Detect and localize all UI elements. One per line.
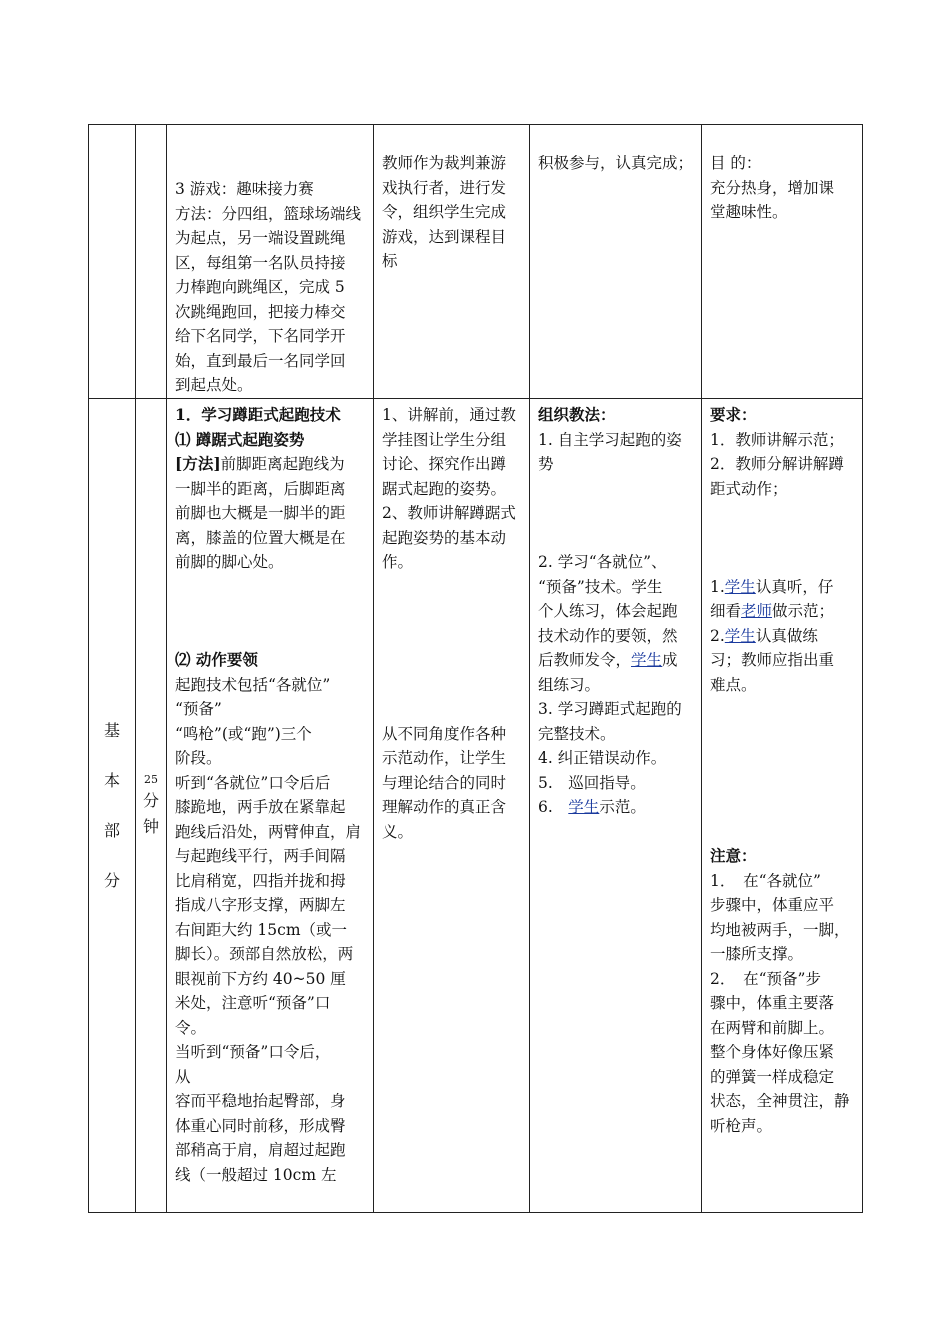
lesson-plan-table <box>88 124 863 1213</box>
text-line: 目 的： <box>710 154 762 172</box>
text-line: 学挂图让学生分组 <box>382 430 507 449</box>
text-line: 令，组织学生完成 <box>382 203 507 221</box>
time-cell <box>136 399 167 1213</box>
text-line: 前脚距离起跑线为 <box>220 455 345 473</box>
text-line: 组练习。 <box>538 675 601 694</box>
text-line: 理解动作的真正含 <box>382 798 507 816</box>
text-line: 米处，注意听“预备”口 <box>175 994 331 1012</box>
requirement-title: 要求： <box>710 405 757 424</box>
text-fragment: 认真听，仔 <box>755 577 834 596</box>
text-line: 离，膝盖的位置大概是在 <box>175 528 346 547</box>
text-fragment: 6. <box>538 798 569 816</box>
text-line: 3 游戏：趣味接力赛 <box>175 180 314 198</box>
purpose-cell <box>702 125 863 399</box>
text-fragment: 细看 <box>710 602 742 620</box>
student-activity-cell <box>530 125 702 399</box>
subheading: ⑵ 动作要领 <box>175 650 258 669</box>
text-line: 区，每组第一名队员持接 <box>175 253 346 272</box>
time-cell-empty <box>136 125 167 399</box>
table-row-game <box>89 125 863 399</box>
text-line: 4. 纠正错误动作。 <box>538 749 667 767</box>
text-line: 脚长）。颈部自然放松，两 <box>175 945 354 963</box>
section-char: 分 <box>103 870 120 890</box>
text-line: 习；教师应指出重 <box>710 651 835 669</box>
section-char: 部 <box>103 820 120 840</box>
text-line: 为起点，另一端设置跳绳 <box>175 229 346 247</box>
text-line: 难点。 <box>710 675 757 694</box>
organization-title: 组织教法： <box>538 405 616 424</box>
text-line: 示范动作，让学生 <box>382 749 507 767</box>
text-line: 比肩稍宽，四指并拢和拇 <box>175 871 346 890</box>
text-line: 与起跑线平行，两手间隔 <box>175 847 346 865</box>
content-cell <box>167 125 374 399</box>
text-fragment: 2. <box>710 626 725 645</box>
text-line: 义。 <box>382 822 414 841</box>
text-fragment: 成 <box>662 651 678 669</box>
text-fragment: 做示范； <box>772 602 835 620</box>
time-unit-char: 分 <box>142 790 159 810</box>
time-unit-char: 钟 <box>142 816 159 836</box>
student-link[interactable]: 学生 <box>631 651 663 669</box>
student-activity-cell <box>530 399 702 1213</box>
text-line: 步骤中，体重应平 <box>710 896 835 914</box>
text-line: 前脚也大概是一脚半的距 <box>175 504 346 522</box>
note-title: 注意： <box>710 846 757 865</box>
text-line: 从不同角度作各种 <box>382 724 507 743</box>
text-line: 听枪声。 <box>710 1116 773 1135</box>
text-line: 2．教师分解讲解蹲 <box>710 455 844 473</box>
text-line: 前脚的脚心处。 <box>175 553 284 571</box>
text-line: 标 <box>382 252 398 270</box>
text-line: 容而平稳地抬起臀部，身 <box>175 1092 346 1110</box>
text-line: 一膝所支撑。 <box>710 945 804 963</box>
text-line: 游戏，达到课程目 <box>382 227 507 246</box>
text-line: 当听到“预备”口令后， <box>175 1043 331 1061</box>
text-line: 在两臂和前脚上。 <box>710 1018 835 1037</box>
text-line: 阶段。 <box>175 749 222 767</box>
text-line: 3. 学习蹲距式起跑的 <box>538 700 682 718</box>
text-line: 技术动作的要领，然 <box>538 626 678 645</box>
text-line: 作。 <box>382 553 414 571</box>
text-line: 跑线后沿处，两臂伸直，肩 <box>175 822 362 841</box>
section-title: 1．学习蹲距式起跑技术 <box>175 405 341 424</box>
teacher-link[interactable]: 老师 <box>741 602 773 620</box>
text-line: 势 <box>538 455 554 473</box>
text-line: 1． 在“各就位” <box>710 871 821 890</box>
teacher-activity-cell <box>374 399 530 1213</box>
text-line: 整个身体好像压紧 <box>710 1043 835 1061</box>
teacher-activity-cell <box>374 125 530 399</box>
text-line: 距式动作； <box>710 479 788 498</box>
text-line: 始，直到最后一名同学回 <box>175 351 346 370</box>
student-link[interactable]: 学生 <box>724 577 756 596</box>
text-line: 听到“各就位”口令后后 <box>175 773 331 792</box>
text-line: 力棒跑向跳绳区，完成 5 <box>175 278 345 296</box>
text-line: 戏执行者，进行发 <box>382 178 507 197</box>
table-row-main <box>89 399 863 1213</box>
text-line: 从 <box>175 1067 191 1086</box>
text-line: 右间距大约 15cm（或一 <box>175 920 348 939</box>
text-line: 的弹簧一样成稳定 <box>710 1067 835 1086</box>
text-line: 起跑姿势的基本动 <box>382 528 507 547</box>
text-line: 个人练习，体会起跑 <box>538 602 678 620</box>
text-line: 到起点处。 <box>175 376 253 394</box>
text-line: 教师作为裁判兼游 <box>382 154 507 172</box>
method-tag: [方法] <box>175 454 221 473</box>
text-line: 部稍高于肩，肩超过起跑 <box>175 1141 346 1159</box>
text-line: 眼视前下方约 40~50 厘 <box>175 969 346 988</box>
text-fragment: 1. <box>710 577 725 596</box>
text-line: 指成八字形支撑，两脚左 <box>175 896 346 914</box>
text-line: 均地被两手，一脚， <box>710 920 850 939</box>
text-line: 5. 巡回指导。 <box>538 773 646 792</box>
subheading: ⑴ 蹲踞式起跑姿势 <box>175 429 305 449</box>
text-fragment: 认真做练 <box>755 626 818 645</box>
section-label-cell <box>89 399 136 1213</box>
text-line: 充分热身，增加课 <box>710 178 835 197</box>
text-line: 1．教师讲解示范； <box>710 430 844 449</box>
content-cell <box>167 399 374 1213</box>
text-line: “预备”技术。学生 <box>538 577 663 596</box>
text-line: “鸣枪”(或“跑”)三个 <box>175 724 312 743</box>
text-line: 给下名同学，下名同学开 <box>175 327 346 345</box>
text-line: 状态，全神贯注，静 <box>710 1092 850 1110</box>
text-fragment: 后教师发令， <box>538 651 632 669</box>
text-line: 方法：分四组，篮球场端线 <box>175 204 362 223</box>
text-line: 骤中，体重主要落 <box>710 994 835 1012</box>
text-line: “预备” <box>175 700 222 718</box>
text-line: 踞式起跑的姿势。 <box>382 479 507 498</box>
text-line: 完整技术。 <box>538 724 616 743</box>
text-line: 与理论结合的同时 <box>382 773 507 792</box>
text-line: 积极参与，认真完成； <box>538 154 694 172</box>
student-link[interactable]: 学生 <box>724 626 756 645</box>
purpose-cell <box>702 399 863 1213</box>
text-line: 令。 <box>175 1018 207 1037</box>
text-line: 2． 在“预备”步 <box>710 969 821 988</box>
text-line: 一脚半的距离，后脚距离 <box>175 479 346 498</box>
text-line: 堂趣味性。 <box>710 203 788 221</box>
text-line: 体重心同时前移，形成臀 <box>175 1116 346 1135</box>
text-line: 1、讲解前，通过教 <box>382 406 516 424</box>
time-number: 25 <box>144 772 158 786</box>
text-fragment: 示范。 <box>599 798 646 816</box>
student-link[interactable]: 学生 <box>568 798 600 816</box>
text-line: 次跳绳跑回，把接力棒交 <box>175 302 346 321</box>
text-line: 1. 自主学习起跑的姿 <box>538 430 682 449</box>
text-line: 2. 学习“各就位”、 <box>538 553 667 571</box>
text-line: 起跑技术包括“各就位” <box>175 675 331 694</box>
section-cell-empty <box>89 125 136 399</box>
text-line: 讨论、探究作出蹲 <box>382 455 507 473</box>
section-char: 基 <box>103 720 120 740</box>
text-line: 2、教师讲解蹲踞式 <box>382 504 516 522</box>
section-char: 本 <box>103 770 120 790</box>
text-line: 膝跪地，两手放在紧靠起 <box>175 798 346 816</box>
text-line: 线（一般超过 10cm 左 <box>175 1165 337 1184</box>
